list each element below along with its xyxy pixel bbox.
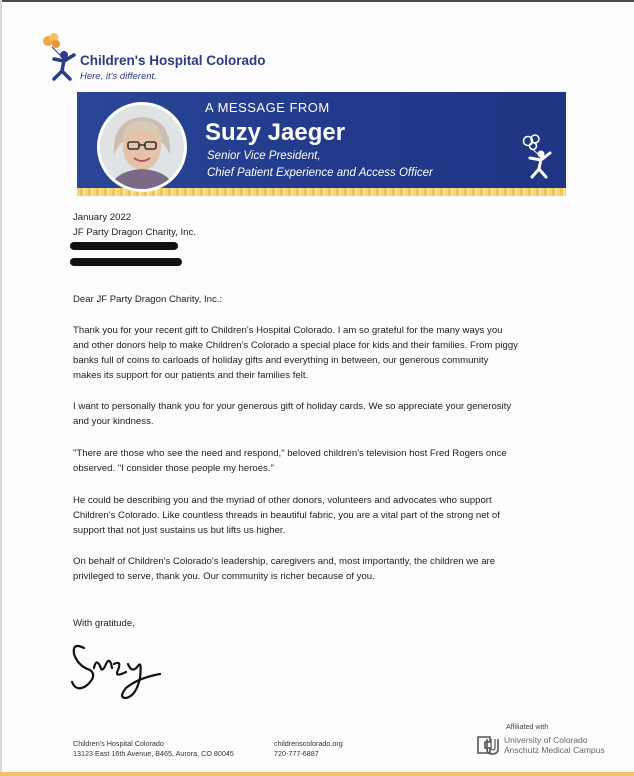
redacted-address-line2: [70, 258, 182, 266]
page-top-edge: [0, 0, 634, 2]
paragraph-3-line: observed. "I consider those people my heroes.": [73, 463, 274, 474]
paragraph-5-line: privileged to serve, thank you. Our community is richer because of you.: [73, 571, 375, 582]
portrait-icon: [100, 105, 184, 189]
message-banner: [77, 92, 566, 196]
affiliate-name-line1: University of Colorado: [504, 735, 588, 745]
paragraph-2-line: I want to personally thank you for your generous gift of holiday cards. We so appreciate your generosity: [73, 401, 512, 412]
paragraph-1-line: banks full of coins to carloads of holiday gifts and everything in between, our generous community: [73, 355, 489, 366]
balloon-child-white-icon: [518, 134, 554, 182]
footer-website: childrenscolorado.org: [274, 739, 343, 748]
banner-kicker: A MESSAGE FROM: [205, 100, 330, 115]
affiliate-name-line2: Anschutz Medical Campus: [504, 745, 605, 755]
paragraph-4-line: He could be describing you and the myriad of other donors, volunteers and advocates who support: [73, 495, 492, 506]
paragraph-1-line: and other donors help to make Children's Colorado a special place for kids and their families. From piggy: [73, 340, 518, 351]
author-photo: [97, 102, 187, 192]
paragraph-3-line: "There are those who see the need and respond," beloved children's television host Fred Rogers once: [73, 448, 507, 459]
author-title-line1: Senior Vice President,: [207, 150, 321, 162]
paragraph-5-line: On behalf of Children's Colorado's leadership, caregivers and, most importantly, the children we are: [73, 556, 496, 567]
paragraph-1-line: Thank you for your recent gift to Children's Hospital Colorado. I am so grateful for the many ways you: [73, 325, 503, 336]
logo-org-name: Children's Hospital Colorado: [80, 53, 266, 68]
footer-phone: 720-777-6887: [274, 749, 319, 758]
page-left-edge: [0, 0, 2, 776]
page-bottom-edge: [0, 772, 634, 776]
balloon-child-logo-icon: [40, 33, 80, 85]
footer-address: 13123 East 16th Avenue, B465, Aurora, CO 80045: [73, 749, 234, 758]
recipient-org: JF Party Dragon Charity, Inc.: [73, 227, 196, 238]
author-name: Suzy Jaeger: [205, 119, 346, 146]
author-title-line2: Chief Patient Experience and Access Officer: [207, 167, 433, 179]
footer-org-name: Children's Hospital Colorado: [73, 739, 164, 748]
redacted-address-line1: [70, 242, 178, 250]
cu-logo-icon: [476, 733, 500, 757]
salutation: Dear JF Party Dragon Charity, Inc.:: [73, 294, 223, 305]
logo-tagline: Here, it's different.: [80, 71, 157, 82]
paragraph-2-line: and your kindness.: [73, 416, 154, 427]
paragraph-4-line: support that not just sustains us but lifts us higher.: [73, 525, 286, 536]
handwritten-signature: [64, 626, 174, 704]
closing: With gratitude,: [73, 618, 135, 629]
affiliated-label: Affiliated with: [506, 722, 549, 731]
letter-date: January 2022: [73, 212, 132, 223]
paragraph-4-line: Children's Colorado. Like countless threads in beautiful fabric, you are a vital part of the strong net of: [73, 510, 500, 521]
paragraph-1-line: makes its support for our patients and their families felt.: [73, 370, 309, 381]
hospital-logo: [40, 33, 280, 85]
